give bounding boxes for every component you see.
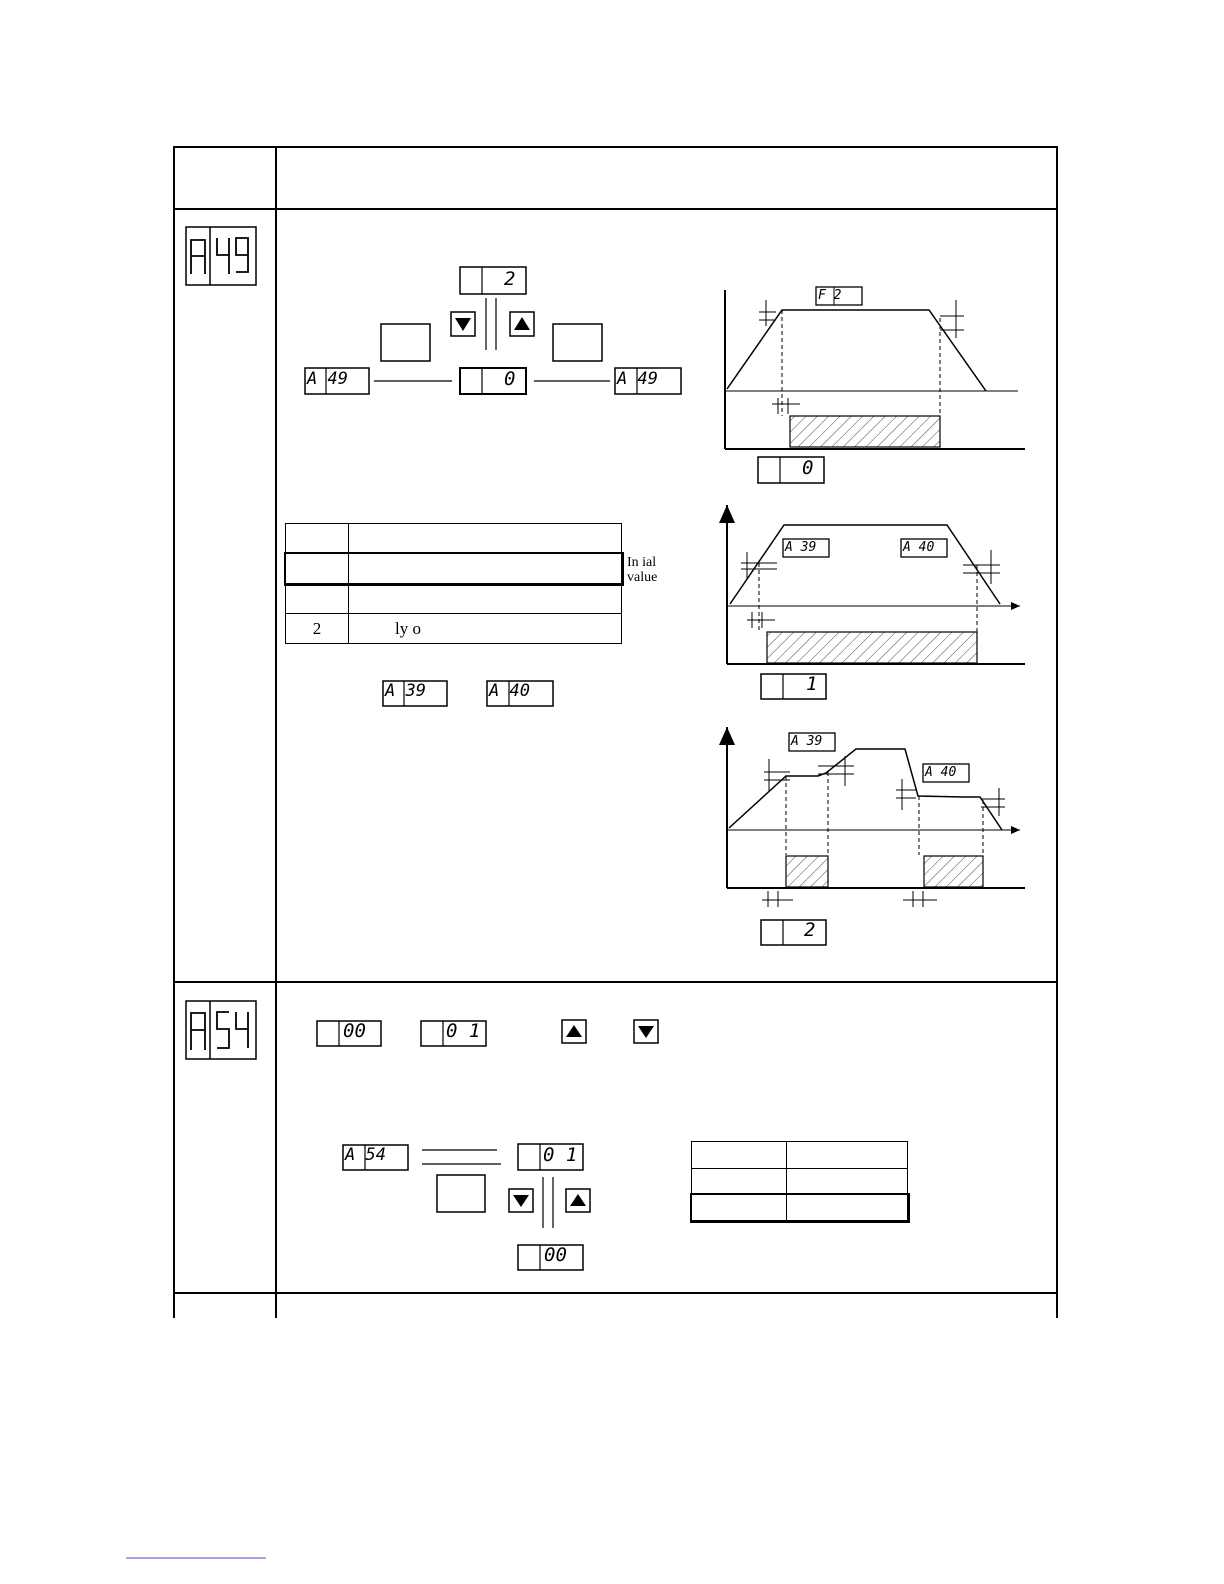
a54-range-min-00: 00 — [343, 1020, 366, 1042]
table-cell — [286, 524, 349, 554]
table-cell — [692, 1142, 787, 1169]
table-row — [692, 1169, 908, 1195]
graph2-a40-label: A 40 — [903, 540, 935, 555]
table-cell — [692, 1169, 787, 1195]
display-center-value-0: 0 — [504, 368, 516, 390]
table-cell — [787, 1169, 908, 1195]
a54-settings-table — [691, 1141, 908, 1221]
display-a40-ref: A 40 — [489, 681, 530, 701]
graph3-value-2: 2 — [804, 919, 816, 941]
table-cell — [286, 554, 349, 584]
table-row — [286, 524, 622, 554]
table-cell — [787, 1142, 908, 1169]
graph-setting-1 — [727, 505, 1025, 699]
a54-flow-display-a54: A 54 — [345, 1145, 386, 1165]
table-cell — [286, 584, 349, 614]
table-row — [286, 614, 622, 644]
table-row — [286, 584, 622, 614]
graph1-f2-label: F 2 — [818, 288, 842, 303]
table-cell — [692, 1195, 787, 1221]
a54-flow-value-01: 0 1 — [543, 1144, 578, 1166]
table-cell: 2 — [286, 614, 349, 644]
display-a39-ref: A 39 — [385, 681, 426, 701]
a54-value-range-displays — [317, 1020, 658, 1046]
graph2-value-1: 1 — [806, 673, 818, 695]
display-right-a49: A 49 — [617, 369, 658, 389]
table-row — [692, 1195, 908, 1221]
a54-parameter-display — [186, 1001, 256, 1059]
table-cell: ly o — [349, 614, 622, 644]
initial-value-label-line2: value — [627, 570, 658, 585]
a49-parameter-display — [186, 227, 256, 285]
table-cell — [349, 524, 622, 554]
display-left-a49: A 49 — [307, 369, 348, 389]
a49-settings-table — [285, 523, 622, 644]
initial-value-label-line1: In ial — [627, 555, 657, 570]
graph-setting-0 — [725, 287, 1025, 483]
graph2-a39-label: A 39 — [785, 540, 817, 555]
table-row — [692, 1142, 908, 1169]
graph3-a39-label: A 39 — [791, 734, 823, 749]
table-row — [286, 554, 622, 584]
display-top-value-2: 2 — [504, 268, 516, 290]
graph-setting-2 — [727, 727, 1025, 945]
table-cell — [349, 554, 622, 584]
a54-range-max-01: 0 1 — [446, 1020, 481, 1042]
a54-flow-value-00: 00 — [544, 1244, 567, 1266]
graph3-a40-label: A 40 — [925, 765, 957, 780]
table-cell — [787, 1195, 908, 1221]
graph1-value-0: 0 — [802, 457, 814, 479]
table-cell — [349, 584, 622, 614]
